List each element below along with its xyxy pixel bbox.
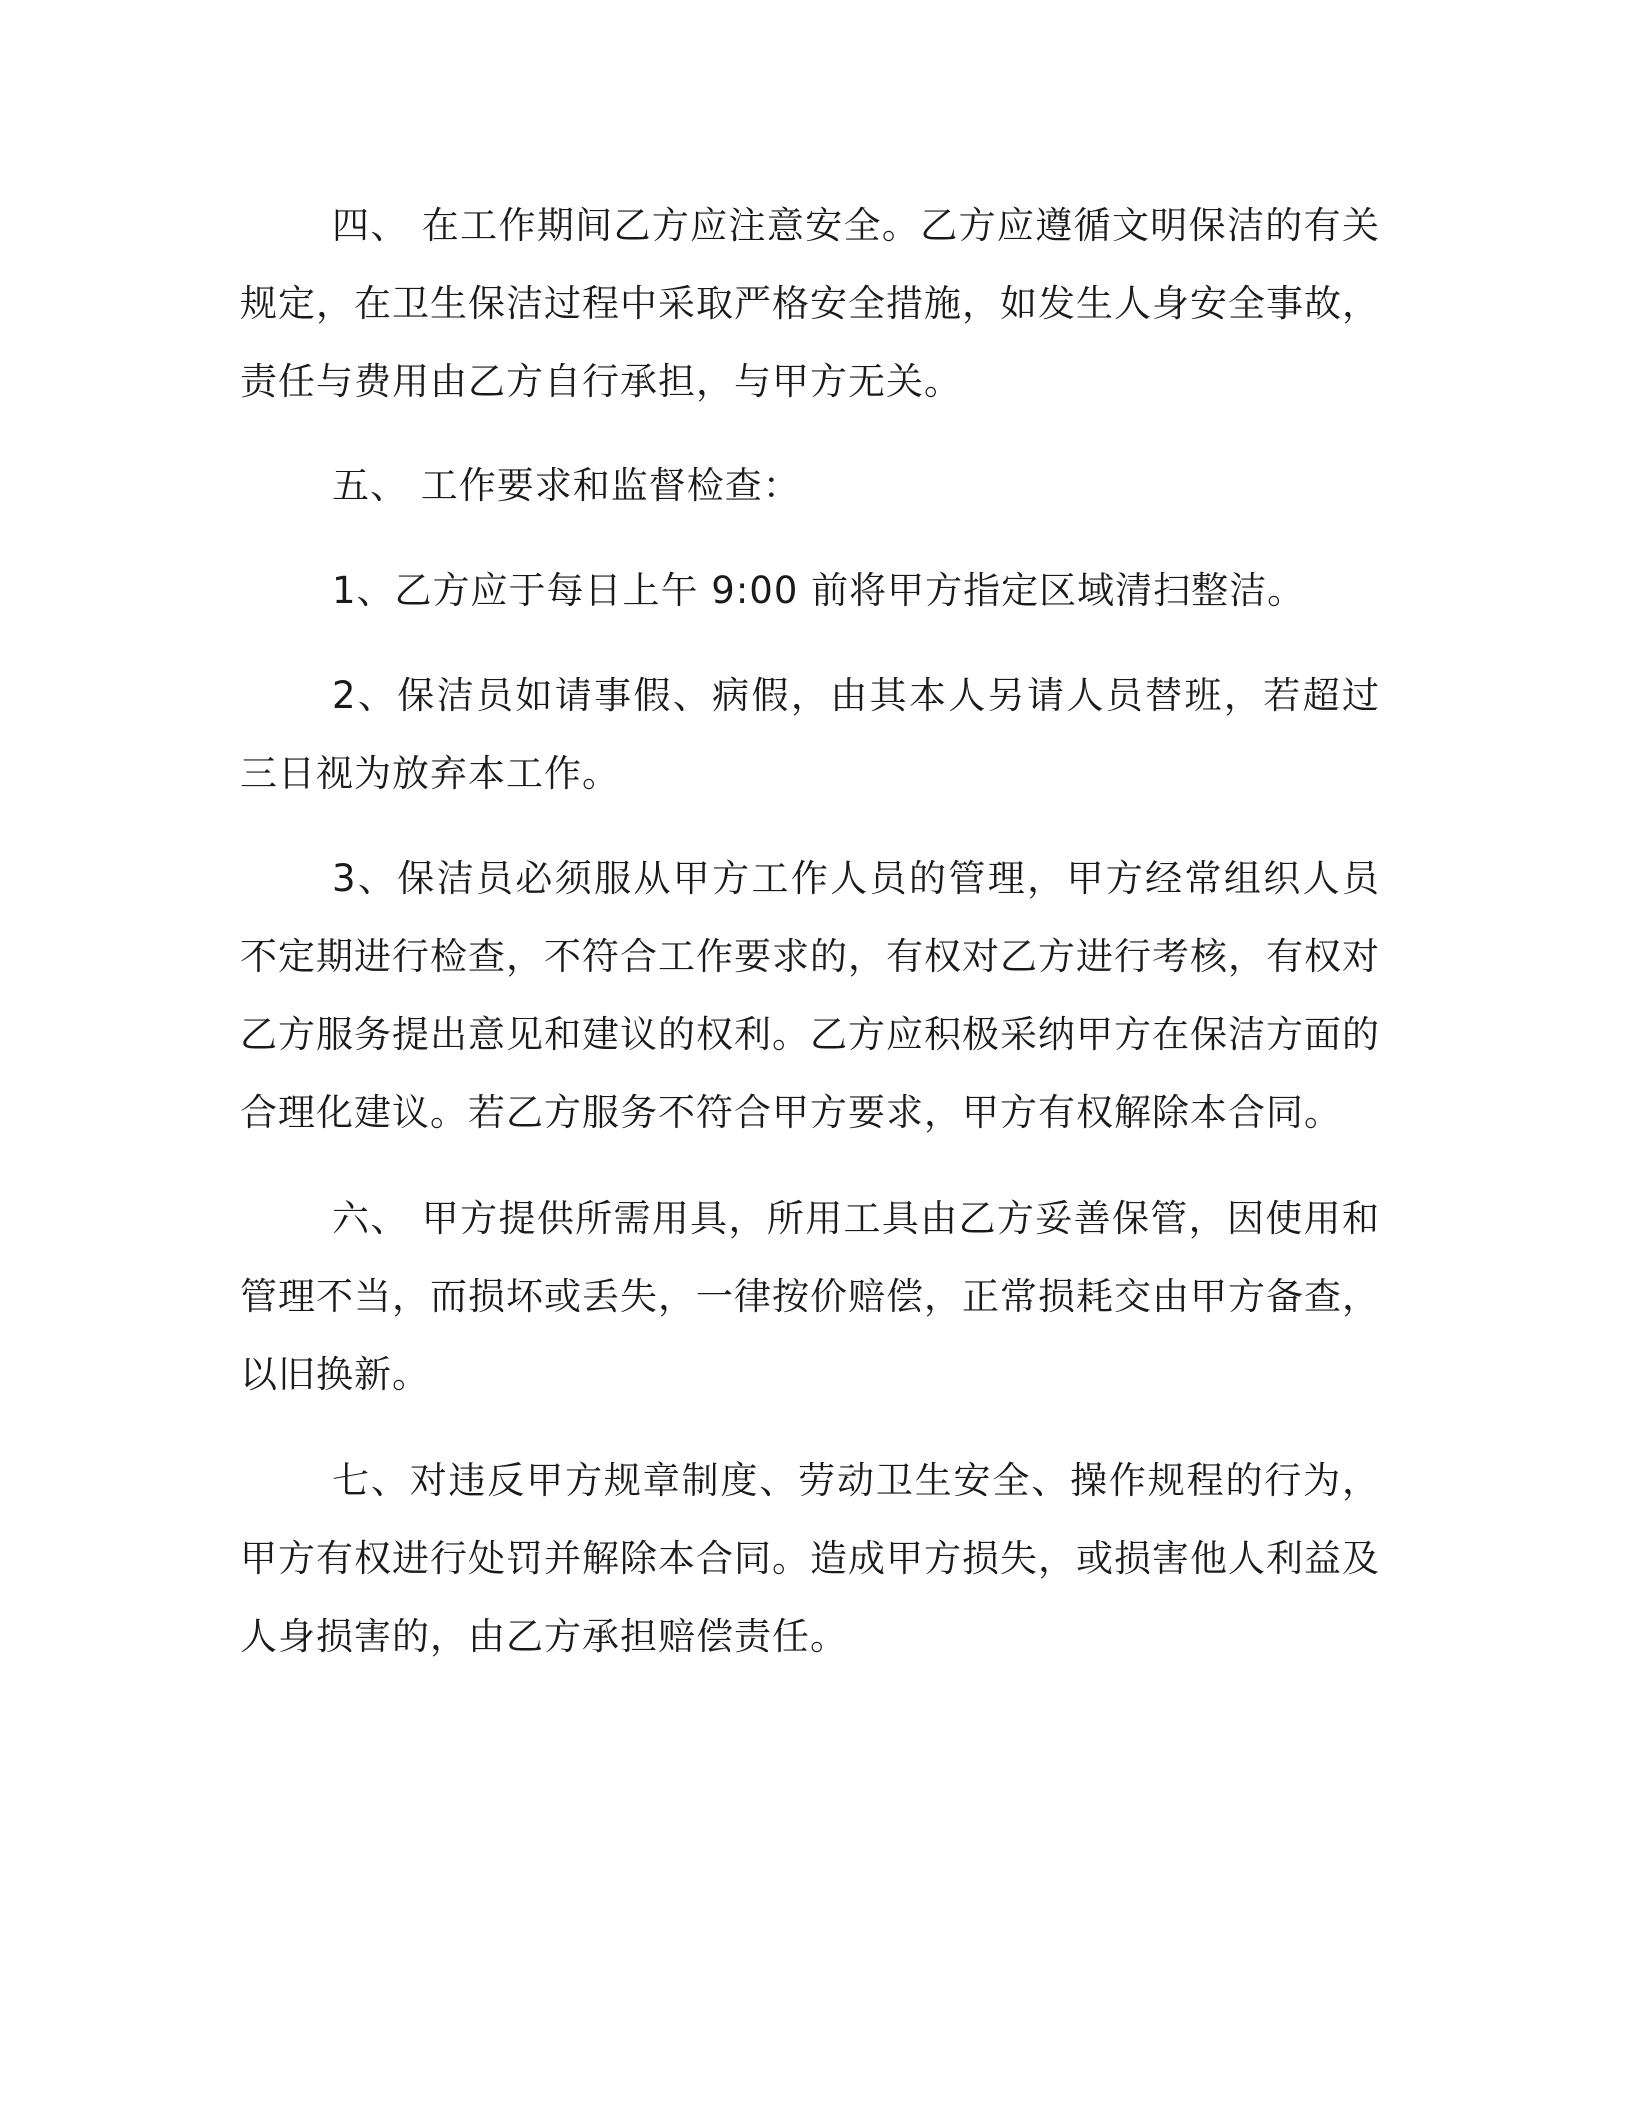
document-body — [240, 187, 1380, 1676]
paragraph-section-7: 七、对违反甲方规章制度、劳动卫生安全、操作规程的行为，甲方有权进行处罚并解除本合同。造成甲方损失，或损害他人利益及人身损害的，由乙方承担赔偿责任。 — [240, 1459, 1380, 1658]
paragraph-section-4: 四、 在工作期间乙方应注意安全。乙方应遵循文明保洁的有关规定，在卫生保洁过程中采取严格安全措施，如发生人身安全事故，责任与费用由乙方自行承担，与甲方无关。 — [240, 204, 1380, 403]
paragraph-section-6: 六、 甲方提供所需用具，所用工具由乙方妥善保管，因使用和管理不当，而损坏或丢失，一律按价赔偿，正常损耗交由甲方备查，以旧换新。 — [240, 1197, 1380, 1396]
paragraph-item-1: 1、乙方应于每日上午 9:00 前将甲方指定区域清扫整洁。 — [332, 569, 1306, 612]
paragraph-section-5-heading: 五、 工作要求和监督检查： — [332, 464, 801, 507]
paragraph-item-2: 2、保洁员如请事假、病假，由其本人另请人员替班，若超过三日视为放弃本工作。 — [240, 674, 1380, 795]
paragraph-item-3: 3、保洁员必须服从甲方工作人员的管理，甲方经常组织人员不定期进行检查，不符合工作要求的，有权对乙方进行考核，有权对乙方服务提出意见和建议的权利。乙方应积极采纳甲方在保洁方面的合理化建议。若乙方服务不符合甲方要求，甲方有权解除本合同。 — [240, 857, 1380, 1134]
